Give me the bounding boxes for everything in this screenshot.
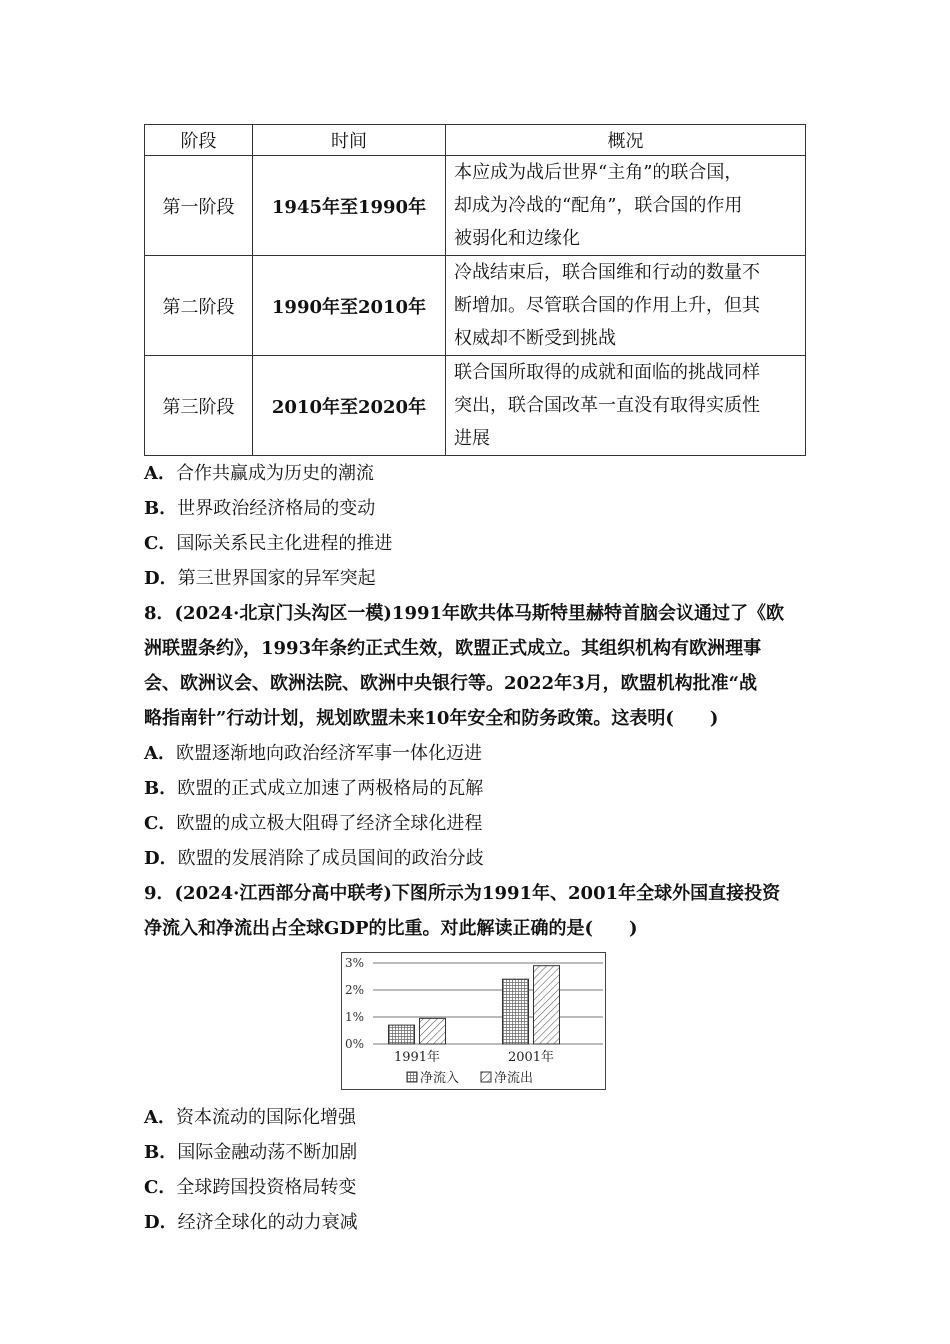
chart-frame: [342, 953, 606, 1090]
legend-label: 净流入: [420, 1071, 460, 1086]
time-cell: 2010年至2020年: [253, 356, 446, 456]
overview-cell: [446, 356, 806, 456]
option-label: D．: [144, 568, 178, 589]
overview-line: 联合国所取得的成就和面临的挑战同样: [454, 362, 760, 383]
time-cell: 1945年至1990年: [253, 156, 446, 256]
bar-净流出-2001年: [534, 966, 560, 1044]
header-stage: 阶段: [145, 125, 253, 156]
overview-line: 进展: [454, 428, 490, 449]
option-text: 欧盟的发展消除了成员国间的政治分歧: [177, 848, 484, 869]
legend-swatch: [407, 1072, 417, 1082]
overview-line: 冷战结束后，联合国维和行动的数量不: [454, 262, 760, 283]
q8-option-b[interactable]: [144, 771, 806, 806]
q8-stem-line: 洲联盟条约》，1993年条约正式生效，欧盟正式成立。其组织机构有欧洲理事: [144, 638, 762, 659]
option-label: D．: [144, 848, 178, 869]
overview-line: 被弱化和边缘化: [454, 228, 580, 249]
option-label: B．: [144, 1142, 178, 1163]
bar-净流出-1991年: [420, 1018, 446, 1044]
q9-option-c[interactable]: [144, 1170, 806, 1205]
option-text: 合作共赢成为历史的潮流: [175, 463, 374, 484]
stage-cell: 第一阶段: [145, 156, 253, 256]
option-label: C．: [144, 1177, 177, 1198]
q7-option-c[interactable]: [144, 526, 806, 561]
q8-stem-line: 会、欧洲议会、欧洲法院、欧洲中央银行等。2022年3月，欧盟机构批准“战: [144, 673, 757, 694]
q8-options: [144, 736, 806, 876]
overview-line: 断增加。尽管联合国的作用上升，但其: [454, 295, 760, 316]
stage-cell: 第二阶段: [145, 256, 253, 356]
q8-stem: [144, 596, 806, 736]
q9-stem-line: 9．(2024·江西部分高中联考)下图所示为1991年、2001年全球外国直接投资: [144, 883, 781, 904]
option-label: B．: [144, 498, 178, 519]
q9-options: [144, 1100, 806, 1240]
option-text: 经济全球化的动力衰减: [177, 1212, 358, 1233]
overview-line: 却成为冷战的“配角”，联合国的作用: [454, 195, 743, 216]
q9-stem: [144, 876, 806, 946]
table-header-row: [145, 125, 806, 156]
page-content: [144, 124, 806, 1240]
option-label: A．: [144, 463, 176, 484]
q8-stem-line: 略指南针”行动计划，规划欧盟未来10年安全和防务政策。这表明( ): [144, 708, 719, 729]
overview-cell: [446, 156, 806, 256]
option-text: 全球跨国投资格局转变: [176, 1177, 357, 1198]
legend-swatch: [481, 1072, 491, 1082]
q7-option-b[interactable]: [144, 491, 806, 526]
q8-option-d[interactable]: [144, 841, 806, 876]
x-tick-label: 1991年: [393, 1050, 441, 1065]
fdi-chart-container: [144, 952, 806, 1092]
y-tick-label: 2%: [345, 983, 365, 997]
un-stage-table: [144, 124, 806, 456]
q7-options: [144, 456, 806, 596]
x-tick-label: 2001年: [507, 1050, 555, 1065]
q9-option-a[interactable]: [144, 1100, 806, 1135]
option-label: C．: [144, 533, 177, 554]
option-label: A．: [144, 1107, 176, 1128]
q9-option-d[interactable]: [144, 1205, 806, 1240]
q8-option-c[interactable]: [144, 806, 806, 841]
option-text: 国际金融动荡不断加剧: [177, 1142, 358, 1163]
header-overview: 概况: [446, 125, 806, 156]
table-row: [145, 356, 806, 456]
table-row: [145, 156, 806, 256]
option-text: 国际关系民主化进程的推进: [176, 533, 393, 554]
q7-option-a[interactable]: [144, 456, 806, 491]
q9-option-b[interactable]: [144, 1135, 806, 1170]
bar-净流入-2001年: [503, 979, 529, 1044]
time-cell: 1990年至2010年: [253, 256, 446, 356]
q9-stem-line: 净流入和净流出占全球GDP的比重。对此解读正确的是( ): [144, 918, 638, 939]
option-label: B．: [144, 778, 178, 799]
legend-label: 净流出: [494, 1071, 534, 1086]
q8-stem-line: 8．(2024·北京门头沟区一模)1991年欧共体马斯特里赫特首脑会议通过了《欧: [144, 603, 785, 624]
q8-option-a[interactable]: [144, 736, 806, 771]
option-label: C．: [144, 813, 177, 834]
overview-line: 突出，联合国改革一直没有取得实质性: [454, 395, 760, 416]
overview-line: 权威却不断受到挑战: [454, 328, 616, 349]
option-text: 资本流动的国际化增强: [175, 1107, 356, 1128]
table-row: [145, 256, 806, 356]
option-text: 第三世界国家的异军突起: [177, 568, 376, 589]
y-tick-label: 0%: [345, 1037, 365, 1051]
y-tick-label: 1%: [345, 1010, 365, 1024]
y-tick-label: 3%: [345, 956, 365, 970]
overview-cell: [446, 256, 806, 356]
header-time: 时间: [253, 125, 446, 156]
stage-cell: 第三阶段: [145, 356, 253, 456]
q7-option-d[interactable]: [144, 561, 806, 596]
fdi-bar-chart: [341, 952, 606, 1090]
option-text: 欧盟逐渐地向政治经济军事一体化迈进: [175, 743, 482, 764]
option-label: A．: [144, 743, 176, 764]
option-label: D．: [144, 1212, 178, 1233]
bar-净流入-1991年: [389, 1025, 415, 1044]
option-text: 欧盟的成立极大阻碍了经济全球化进程: [176, 813, 483, 834]
option-text: 世界政治经济格局的变动: [177, 498, 376, 519]
option-text: 欧盟的正式成立加速了两极格局的瓦解: [177, 778, 484, 799]
overview-line: 本应成为战后世界“主角”的联合国，: [454, 162, 743, 183]
